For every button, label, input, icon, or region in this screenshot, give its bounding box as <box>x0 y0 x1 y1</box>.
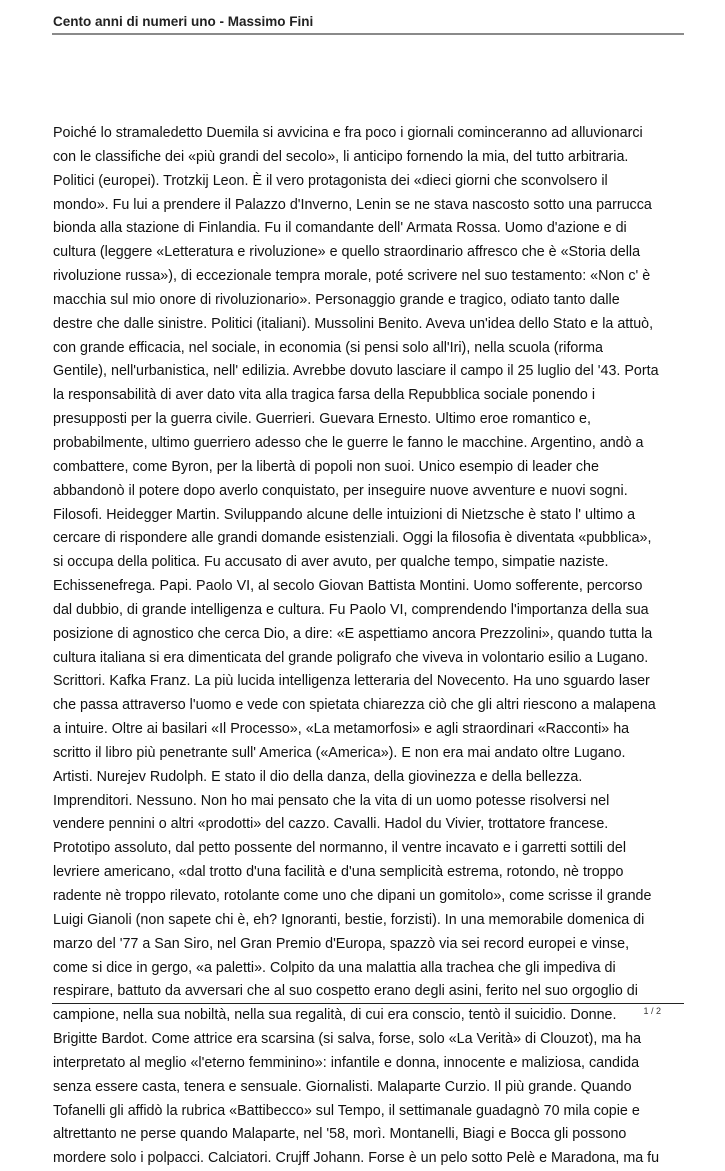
text-line: Filosofi. Heidegger Martin. Sviluppando alcune delle intuizioni di Nietzsche è stato l' ultimo a <box>53 506 636 523</box>
text-line: senza essere casta, tenera e sensuale. Giornalisti. Malaparte Curzio. Il più grande. Quando <box>53 1078 632 1095</box>
text-line: interpretato al meglio «l'eterno femminino»: infantile e donna, innocente e maliziosa, candida <box>53 1054 640 1071</box>
text-line: cultura italiana si era dimenticata del grande poligrafo che viveva in volontario esilio a Lugano. <box>53 649 649 666</box>
text-line: Politici (europei). Trotzkij Leon. È il vero protagonista dei «dieci giorni che sconvolsero il <box>53 172 608 189</box>
text-line: Prototipo assoluto, dal petto possente del normanno, il ventre incavato e i garretti sottili del <box>53 840 626 857</box>
text-line: vendere pennini o altri «prodotti» del cazzo. Cavalli. Hadol du Vivier, trottatore francese. <box>53 816 609 833</box>
text-line: presupposti per la guerra civile. Guerrieri. Guevara Ernesto. Ultimo eroe romantico e, <box>53 411 591 428</box>
footer-divider <box>52 1003 684 1004</box>
text-line: con le classifiche dei «più grandi del secolo», li anticipo fornendo la mia, del tutto arbitraria. <box>53 148 629 165</box>
text-line: Poiché lo stramaledetto Duemila si avvicina e fra poco i giornali cominceranno ad alluvionarci <box>53 125 643 141</box>
text-line: mordere solo i polpacci. Calciatori. Crujff Johann. Forse è un pelo sotto Pelè e Maradona, ma fu <box>53 1150 660 1167</box>
text-line: Echissenefrega. Papi. Paolo VI, al secolo Giovan Battista Montini. Uomo sofferente, percorso <box>53 578 643 595</box>
text-line: con grande efficacia, nel sociale, in economia (si pensi solo all'Iri), nella scuola (riforma <box>53 339 603 356</box>
text-line: mondo». Fu lui a prendere il Palazzo d'Inverno, Lenin se ne stava nascosto sotto una parrucca <box>53 196 652 213</box>
text-line: cercare di rispondere alle grandi domande esistenziali. Oggi la filosofia è diventata «pubblica», <box>53 530 652 547</box>
text-line: che passa attraverso l'uomo e vede con spietata chiarezza ciò che gli altri riescono a malapena <box>53 697 656 714</box>
text-line: Tofanelli gli affidò la rubrica «Battibecco» sul Tempo, il settimanale guadagnò 70 mila copie e <box>53 1102 640 1119</box>
text-line: marzo del '77 a San Siro, nel Gran Premio d'Europa, spazzò via sei record europei e vinse, <box>53 935 630 952</box>
text-line: scritto il libro più penetrante sull' America («America»). E non era mai andato oltre Lugano. <box>53 744 626 761</box>
text-line: bionda alla stazione di Finlandia. Fu il comandante dell' Armata Rossa. Uomo d'azione e di <box>53 220 627 237</box>
text-line: probabilmente, ultimo guerriero adesso che le guerre le fanno le macchine. Argentino, andò a <box>53 434 644 451</box>
article-body <box>53 122 659 1171</box>
text-line: Luigi Gianoli (non sapete chi è, eh? Ignoranti, bestie, forzisti). In una memorabile domenica di <box>53 911 645 928</box>
text-line: Imprenditori. Nessuno. Non ho mai pensato che la vita di un uomo potesse risolversi nel <box>53 792 610 809</box>
text-line: come si dice in gergo, «a paletti». Colpito da una malattia alla trachea che gli impediva di <box>53 959 616 976</box>
text-line: respirare, battuto da avversari che al suo cospetto erano degli asini, ferito nel suo orgoglio di <box>53 983 638 1000</box>
text-line: combattere, come Byron, per la libertà di popoli non suoi. Unico esempio di leader che <box>53 458 599 475</box>
text-line: a intuire. Oltre ai basilari «Il Processo», «La metamorfosi» e agli straordinari «Racconti» ha <box>53 721 630 738</box>
text-line: destre che dalle sinistre. Politici (italiani). Mussolini Benito. Aveva un'idea dello Stato e la attuò, <box>53 315 654 332</box>
text-line: la responsabilità di aver dato vita alla tragica farsa della Repubblica sociale ponendo i <box>53 387 596 404</box>
text-line: radente nè troppo rilevato, rotolante come uno che dipani un gomitolo», come scrisse il grande <box>53 888 652 904</box>
text-line: levriere americano, «dal trotto d'una facilità e d'una semplicità estrema, rotondo, nè troppo <box>53 864 624 881</box>
text-line: Brigitte Bardot. Come attrice era scarsina (si salva, forse, solo «La Verità» di Clouzot), ma ha <box>53 1031 642 1048</box>
text-line: campione, nella sua nobiltà, nella sua regalità, di cui era conscio, tentò il suicidio. Donne. <box>53 1007 617 1024</box>
document-title: Cento anni di numeri uno - Massimo Fini <box>53 14 314 29</box>
text-line: altrettanto ne perse quando Malaparte, nel '58, morì. Montanelli, Biagi e Bocca gli possono <box>53 1126 627 1143</box>
text-line: macchia sul mio onore di rivoluzionario». Personaggio grande e tragico, odiato tanto dalle <box>53 291 620 308</box>
text-line: cultura (leggere «Letteratura e rivoluzione» e quello straordinario affresco che è «Storia della <box>53 244 641 261</box>
header-divider <box>52 33 684 35</box>
text-line: si occupa della politica. Fu accusato di aver avuto, per qualche tempo, simpatie naziste. <box>53 554 609 571</box>
text-line: Artisti. Nurejev Rudolph. E stato il dio della danza, della giovinezza e della bellezza. <box>53 768 583 785</box>
text-line: posizione di agnostico che cerca Dio, a dire: «E aspettiamo ancora Prezzolini», quando tutta la <box>53 625 653 642</box>
text-line: dal dubbio, di grande intelligenza e cultura. Fu Paolo VI, comprendendo l'importanza della sua <box>53 601 649 618</box>
text-line: Gentile), nell'urbanistica, nell' edilizia. Avrebbe dovuto lasciare il campo il 25 luglio del '43. Porta <box>53 363 659 380</box>
text-line: rivoluzione russa»), di eccezionale tempra morale, poté scrivere nel suo testamento: «Non c' è <box>53 268 651 285</box>
page-number: 1 / 2 <box>643 1006 661 1016</box>
text-line: Scrittori. Kafka Franz. La più lucida intelligenza letteraria del Novecento. Ha uno sguardo laser <box>53 673 650 690</box>
text-line: abbandonò il potere dopo averlo conquistato, per inseguire nuove avventure e nuovi sogni. <box>53 482 628 499</box>
